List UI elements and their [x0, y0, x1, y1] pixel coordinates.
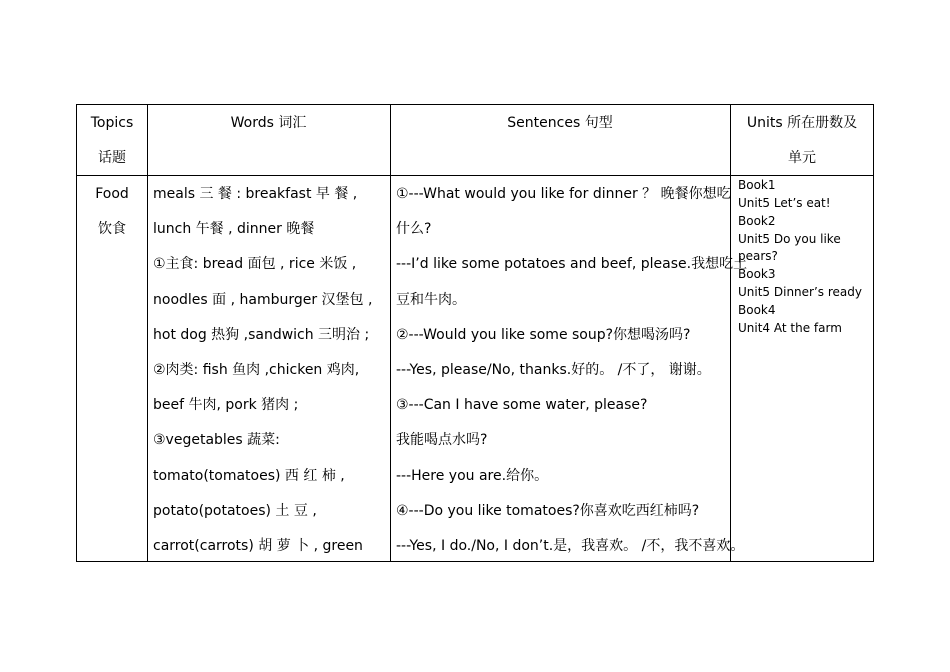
unit-line: Unit5 Dinner’s ready [738, 285, 862, 299]
words-line: meals 三 餐 : breakfast 早 餐 , [153, 186, 358, 202]
sentence-line: ---I’d like some potatoes and beef, please.我想吃土 [396, 256, 748, 272]
words-line: tomato(tomatoes) 西 红 柿 , [153, 468, 345, 484]
words-line: potato(potatoes) 土 豆 , [153, 503, 317, 519]
sentence-line: ③---Can I have some water, please? [396, 397, 648, 413]
topic-zh: 饮食 [98, 221, 126, 237]
column-divider [730, 105, 731, 561]
sentence-line: 我能喝点水吗? [396, 432, 488, 448]
header-units-line2: 单元 [788, 150, 816, 166]
sentence-line: ②---Would you like some soup?你想喝汤吗? [396, 327, 691, 343]
unit-line: Unit5 Let’s eat! [738, 196, 831, 210]
sentence-line: ---Yes, I do./No, I don’t.是，我喜欢。 /不，我不喜欢。 [396, 538, 745, 554]
header-topics-en: Topics [90, 115, 134, 131]
header-words: Words 词汇 [230, 115, 307, 131]
words-line: noodles 面 , hamburger 汉堡包 , [153, 292, 373, 308]
column-divider [390, 105, 391, 561]
unit-line: Book1 [738, 178, 776, 192]
words-line: ③vegetables 蔬菜: [153, 432, 280, 448]
words-line: beef 牛肉, pork 猪肉 ; [153, 397, 299, 413]
unit-line: Book4 [738, 303, 776, 317]
header-topics-zh: 话题 [98, 150, 126, 166]
words-line: hot dog 热狗 ,sandwich 三明治 ; [153, 327, 370, 343]
words-line: carrot(carrots) 胡 萝 卜 , green [153, 538, 363, 554]
header-sentences: Sentences 句型 [507, 115, 613, 131]
header-divider [77, 175, 873, 176]
unit-line: Unit5 Do you like [738, 232, 841, 246]
column-divider [147, 105, 148, 561]
words-line: ①主食: bread 面包 , rice 米饭 , [153, 256, 357, 272]
sentence-line: ①---What would you like for dinner ？ 晚餐你想吃 [396, 186, 731, 202]
sentence-line: ④---Do you like tomatoes?你喜欢吃西红柿吗? [396, 503, 700, 519]
unit-line: Unit4 At the farm [738, 321, 842, 335]
words-line: lunch 午餐 , dinner 晚餐 [153, 221, 315, 237]
topic-en: Food [95, 186, 129, 202]
sentence-line: 豆和牛肉。 [396, 292, 466, 308]
sentence-line: 什么? [396, 221, 432, 237]
curriculum-table [76, 104, 874, 562]
header-units-line1: Units 所在册数及 [746, 115, 858, 131]
sentence-line: ---Yes, please/No, thanks.好的。 /不了， 谢谢。 [396, 362, 711, 378]
unit-line: Book3 [738, 267, 776, 281]
sentence-line: ---Here you are.给你。 [396, 468, 549, 484]
words-line: ②肉类: fish 鱼肉 ,chicken 鸡肉, [153, 362, 360, 378]
unit-line: pears? [738, 249, 778, 263]
unit-line: Book2 [738, 214, 776, 228]
